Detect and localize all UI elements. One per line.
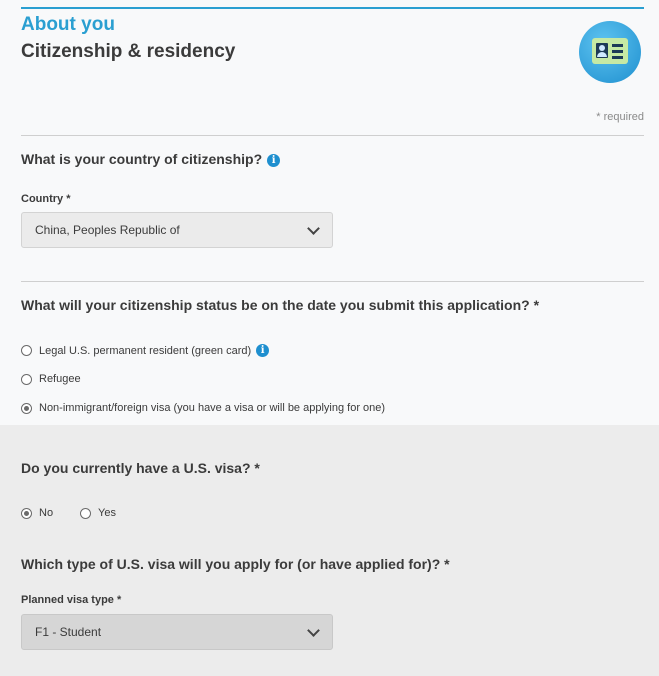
info-icon[interactable]: i [267, 154, 280, 167]
status-question: What will your citizenship status be on the date you submit this application? * [21, 297, 540, 313]
status-option-label: Legal U.S. permanent resident (green card) [39, 344, 252, 357]
id-line [612, 56, 623, 59]
id-card-icon [592, 38, 628, 64]
radio-button[interactable] [21, 345, 32, 356]
section-label: About you [21, 14, 115, 35]
visa-section [0, 425, 659, 676]
country-select[interactable] [21, 212, 333, 248]
id-line [612, 50, 623, 53]
country-label: Country * [21, 193, 71, 205]
radio-button[interactable] [21, 374, 32, 385]
radio-button[interactable] [80, 508, 91, 519]
chevron-down-icon [307, 624, 320, 637]
visa-option-no[interactable] [21, 507, 53, 519]
chevron-down-icon [307, 222, 320, 235]
visa-option-label: Yes [98, 507, 116, 519]
top-rule [21, 7, 644, 9]
visa-type-select-value: F1 - Student [35, 625, 102, 639]
id-card-badge [579, 21, 641, 83]
divider [21, 281, 644, 282]
citizenship-question [21, 151, 280, 167]
radio-button-selected[interactable] [21, 403, 32, 414]
visa-option-yes[interactable] [80, 507, 116, 519]
status-option-foreign-visa[interactable] [21, 402, 385, 414]
id-line [612, 44, 623, 47]
page-title: Citizenship & residency [21, 41, 236, 62]
status-option-green-card[interactable] [21, 344, 269, 357]
visa-option-label: No [39, 507, 54, 519]
radio-button-selected[interactable] [21, 508, 32, 519]
required-note: * required [596, 111, 644, 123]
status-option-label: Refugee [39, 373, 81, 385]
country-select-value: China, Peoples Republic of [35, 223, 180, 237]
status-option-label: Non-immigrant/foreign visa (you have a visa or will be applying for one) [39, 402, 386, 414]
id-photo-icon [596, 43, 608, 58]
visa-type-select[interactable] [21, 614, 333, 650]
visa-question: Do you currently have a U.S. visa? * [21, 460, 260, 476]
status-option-refugee[interactable] [21, 373, 81, 385]
citizenship-question-text: What is your country of citizenship? [21, 151, 263, 167]
divider [21, 135, 644, 136]
visa-type-label: Planned visa type * [21, 594, 122, 606]
visa-type-question: Which type of U.S. visa will you apply for (or have applied for)? * [21, 556, 450, 572]
info-icon[interactable]: i [256, 344, 269, 357]
